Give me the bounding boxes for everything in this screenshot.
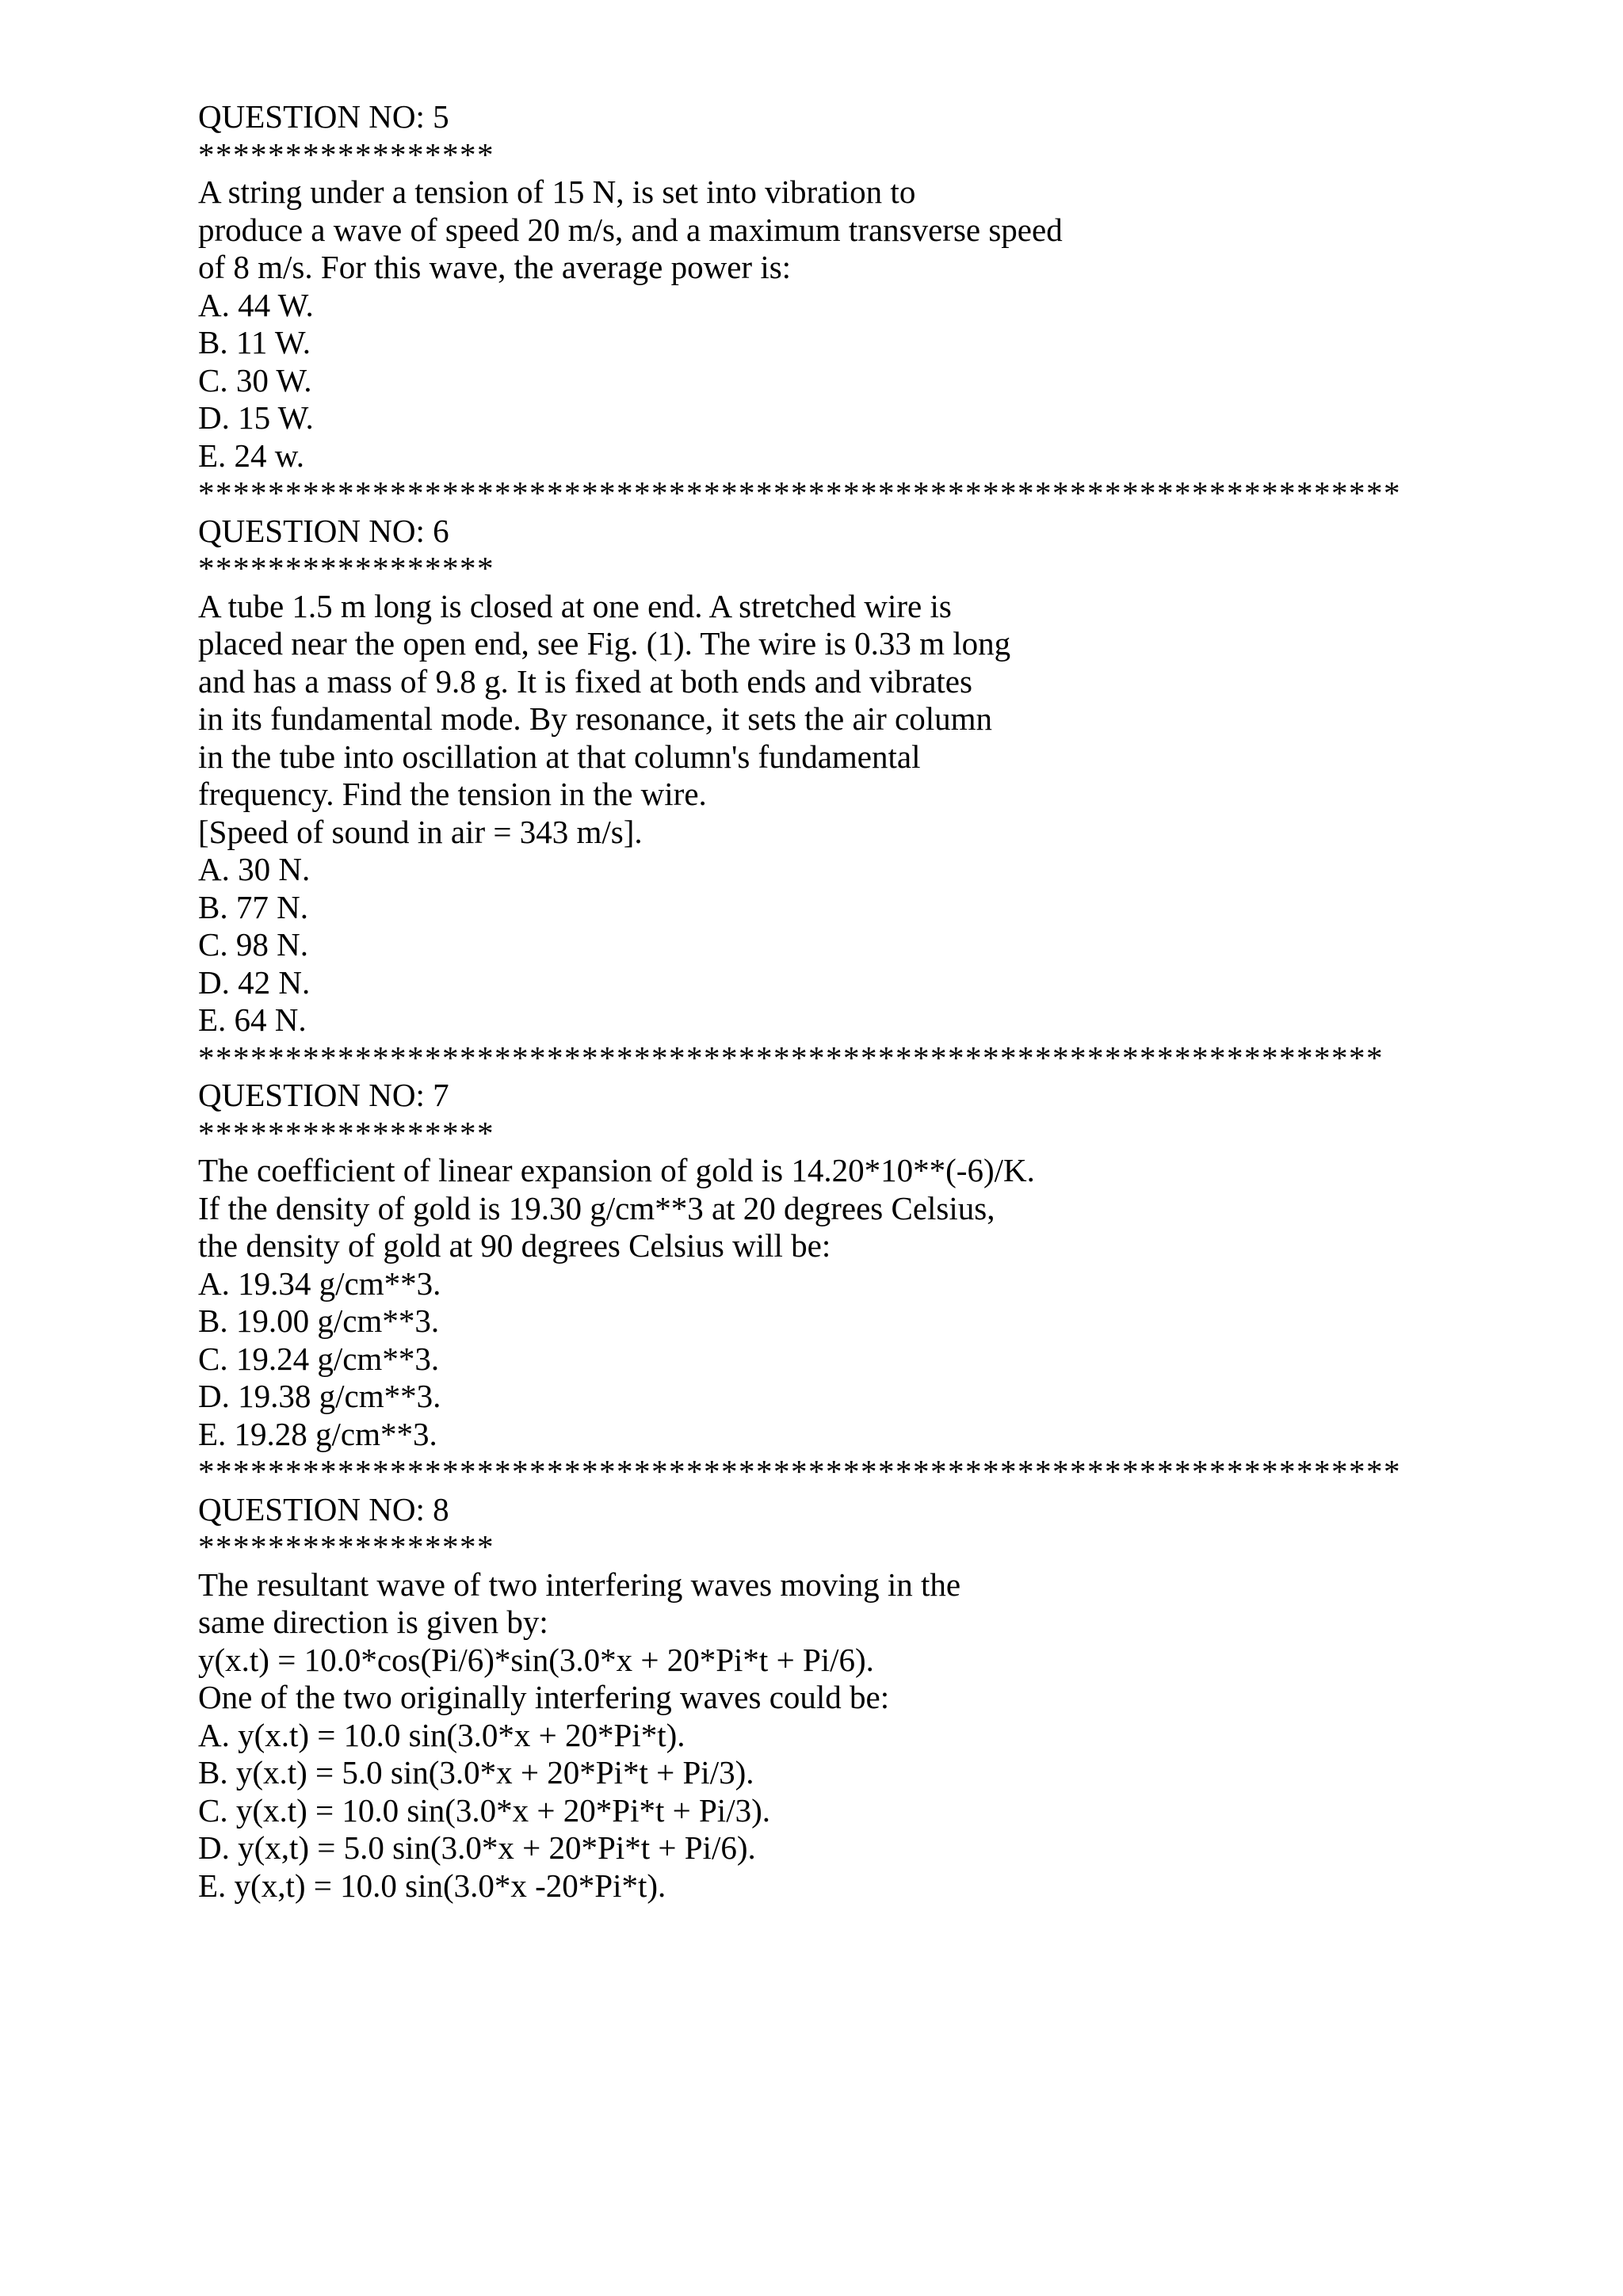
answer-option-e: E. 24 w.	[198, 437, 304, 474]
question-text-line: One of the two originally interfering waves could be:	[198, 1679, 890, 1715]
answer-option-a: A. 19.34 g/cm**3.	[198, 1264, 441, 1302]
question-text-line: A string under a tension of 15 N, is set into vibration to	[198, 174, 916, 210]
question-text-line: If the density of gold is 19.30 g/cm**3 at 20 degrees Celsius,	[198, 1189, 995, 1226]
question-text-line: in its fundamental mode. By resonance, it sets the air column	[198, 700, 992, 737]
question-text-line: produce a wave of speed 20 m/s, and a maximum transverse speed	[198, 211, 1063, 248]
question-text-line: The coefficient of linear expansion of gold is 14.20*10**(-6)/K.	[198, 1152, 1035, 1188]
answer-option-e: E. 19.28 g/cm**3.	[198, 1415, 437, 1452]
heading-underline-stars: *****************	[198, 135, 495, 173]
answer-option-d: D. 42 N.	[198, 963, 311, 1001]
question-block	[198, 1077, 1561, 1491]
answer-option-a: A. y(x.t) = 10.0 sin(3.0*x + 20*Pi*t).	[198, 1716, 685, 1753]
answer-option-c: C. y(x.t) = 10.0 sin(3.0*x + 20*Pi*t + Pi/3).	[198, 1791, 770, 1829]
question-heading: QUESTION NO: 7	[198, 1077, 449, 1113]
question-block	[198, 513, 1561, 1077]
answer-option-c: C. 98 N.	[198, 926, 308, 963]
heading-underline-stars: *****************	[198, 1528, 495, 1565]
answer-option-d: D. y(x,t) = 5.0 sin(3.0*x + 20*Pi*t + Pi/6).	[198, 1829, 756, 1866]
question-text-line: frequency. Find the tension in the wire.	[198, 776, 707, 812]
question-text-line: same direction is given by:	[198, 1604, 548, 1640]
answer-option-b: B. 19.00 g/cm**3.	[198, 1302, 440, 1339]
answer-option-d: D. 15 W.	[198, 399, 314, 436]
question-text-line: The resultant wave of two interfering waves moving in the	[198, 1566, 961, 1603]
question-text-line: in the tube into oscillation at that column's fundamental	[198, 738, 921, 775]
question-text-line: and has a mass of 9.8 g. It is fixed at both ends and vibrates	[198, 662, 972, 700]
heading-underline-stars: *****************	[198, 550, 495, 586]
answer-option-b: B. 77 N.	[198, 888, 308, 925]
question-text-line: y(x.t) = 10.0*cos(Pi/6)*sin(3.0*x + 20*Pi*t + Pi/6).	[198, 1641, 874, 1678]
question-heading: QUESTION NO: 5	[198, 98, 449, 135]
question-separator: *********************************************************************	[198, 1453, 1401, 1489]
question-text-line: A tube 1.5 m long is closed at one end. A stretched wire is	[198, 587, 952, 624]
question-block	[198, 98, 1561, 513]
answer-option-c: C. 19.24 g/cm**3.	[198, 1340, 440, 1377]
question-text-line: placed near the open end, see Fig. (1). The wire is 0.33 m long	[198, 625, 1011, 662]
answer-option-b: B. y(x.t) = 5.0 sin(3.0*x + 20*Pi*t + Pi/3).	[198, 1754, 754, 1791]
answer-option-a: A. 30 N.	[198, 851, 311, 887]
answer-option-a: A. 44 W.	[198, 286, 314, 323]
answer-option-e: E. 64 N.	[198, 1001, 307, 1038]
question-text-line: of 8 m/s. For this wave, the average power is:	[198, 249, 792, 285]
question-text-line: the density of gold at 90 degrees Celsius will be:	[198, 1227, 831, 1264]
answer-option-e: E. y(x,t) = 10.0 sin(3.0*x -20*Pi*t).	[198, 1867, 666, 1904]
question-heading: QUESTION NO: 6	[198, 512, 449, 549]
answer-option-c: C. 30 W.	[198, 361, 312, 399]
heading-underline-stars: *****************	[198, 1114, 495, 1151]
question-separator: *********************************************************************	[198, 475, 1401, 511]
question-block	[198, 1491, 1561, 1905]
answer-option-d: D. 19.38 g/cm**3.	[198, 1378, 441, 1414]
answer-option-b: B. 11 W.	[198, 324, 311, 360]
question-heading: QUESTION NO: 8	[198, 1490, 449, 1527]
question-separator: ********************************************************************	[198, 1039, 1384, 1076]
question-text-line: [Speed of sound in air = 343 m/s].	[198, 813, 643, 850]
document-page	[198, 98, 1561, 1905]
